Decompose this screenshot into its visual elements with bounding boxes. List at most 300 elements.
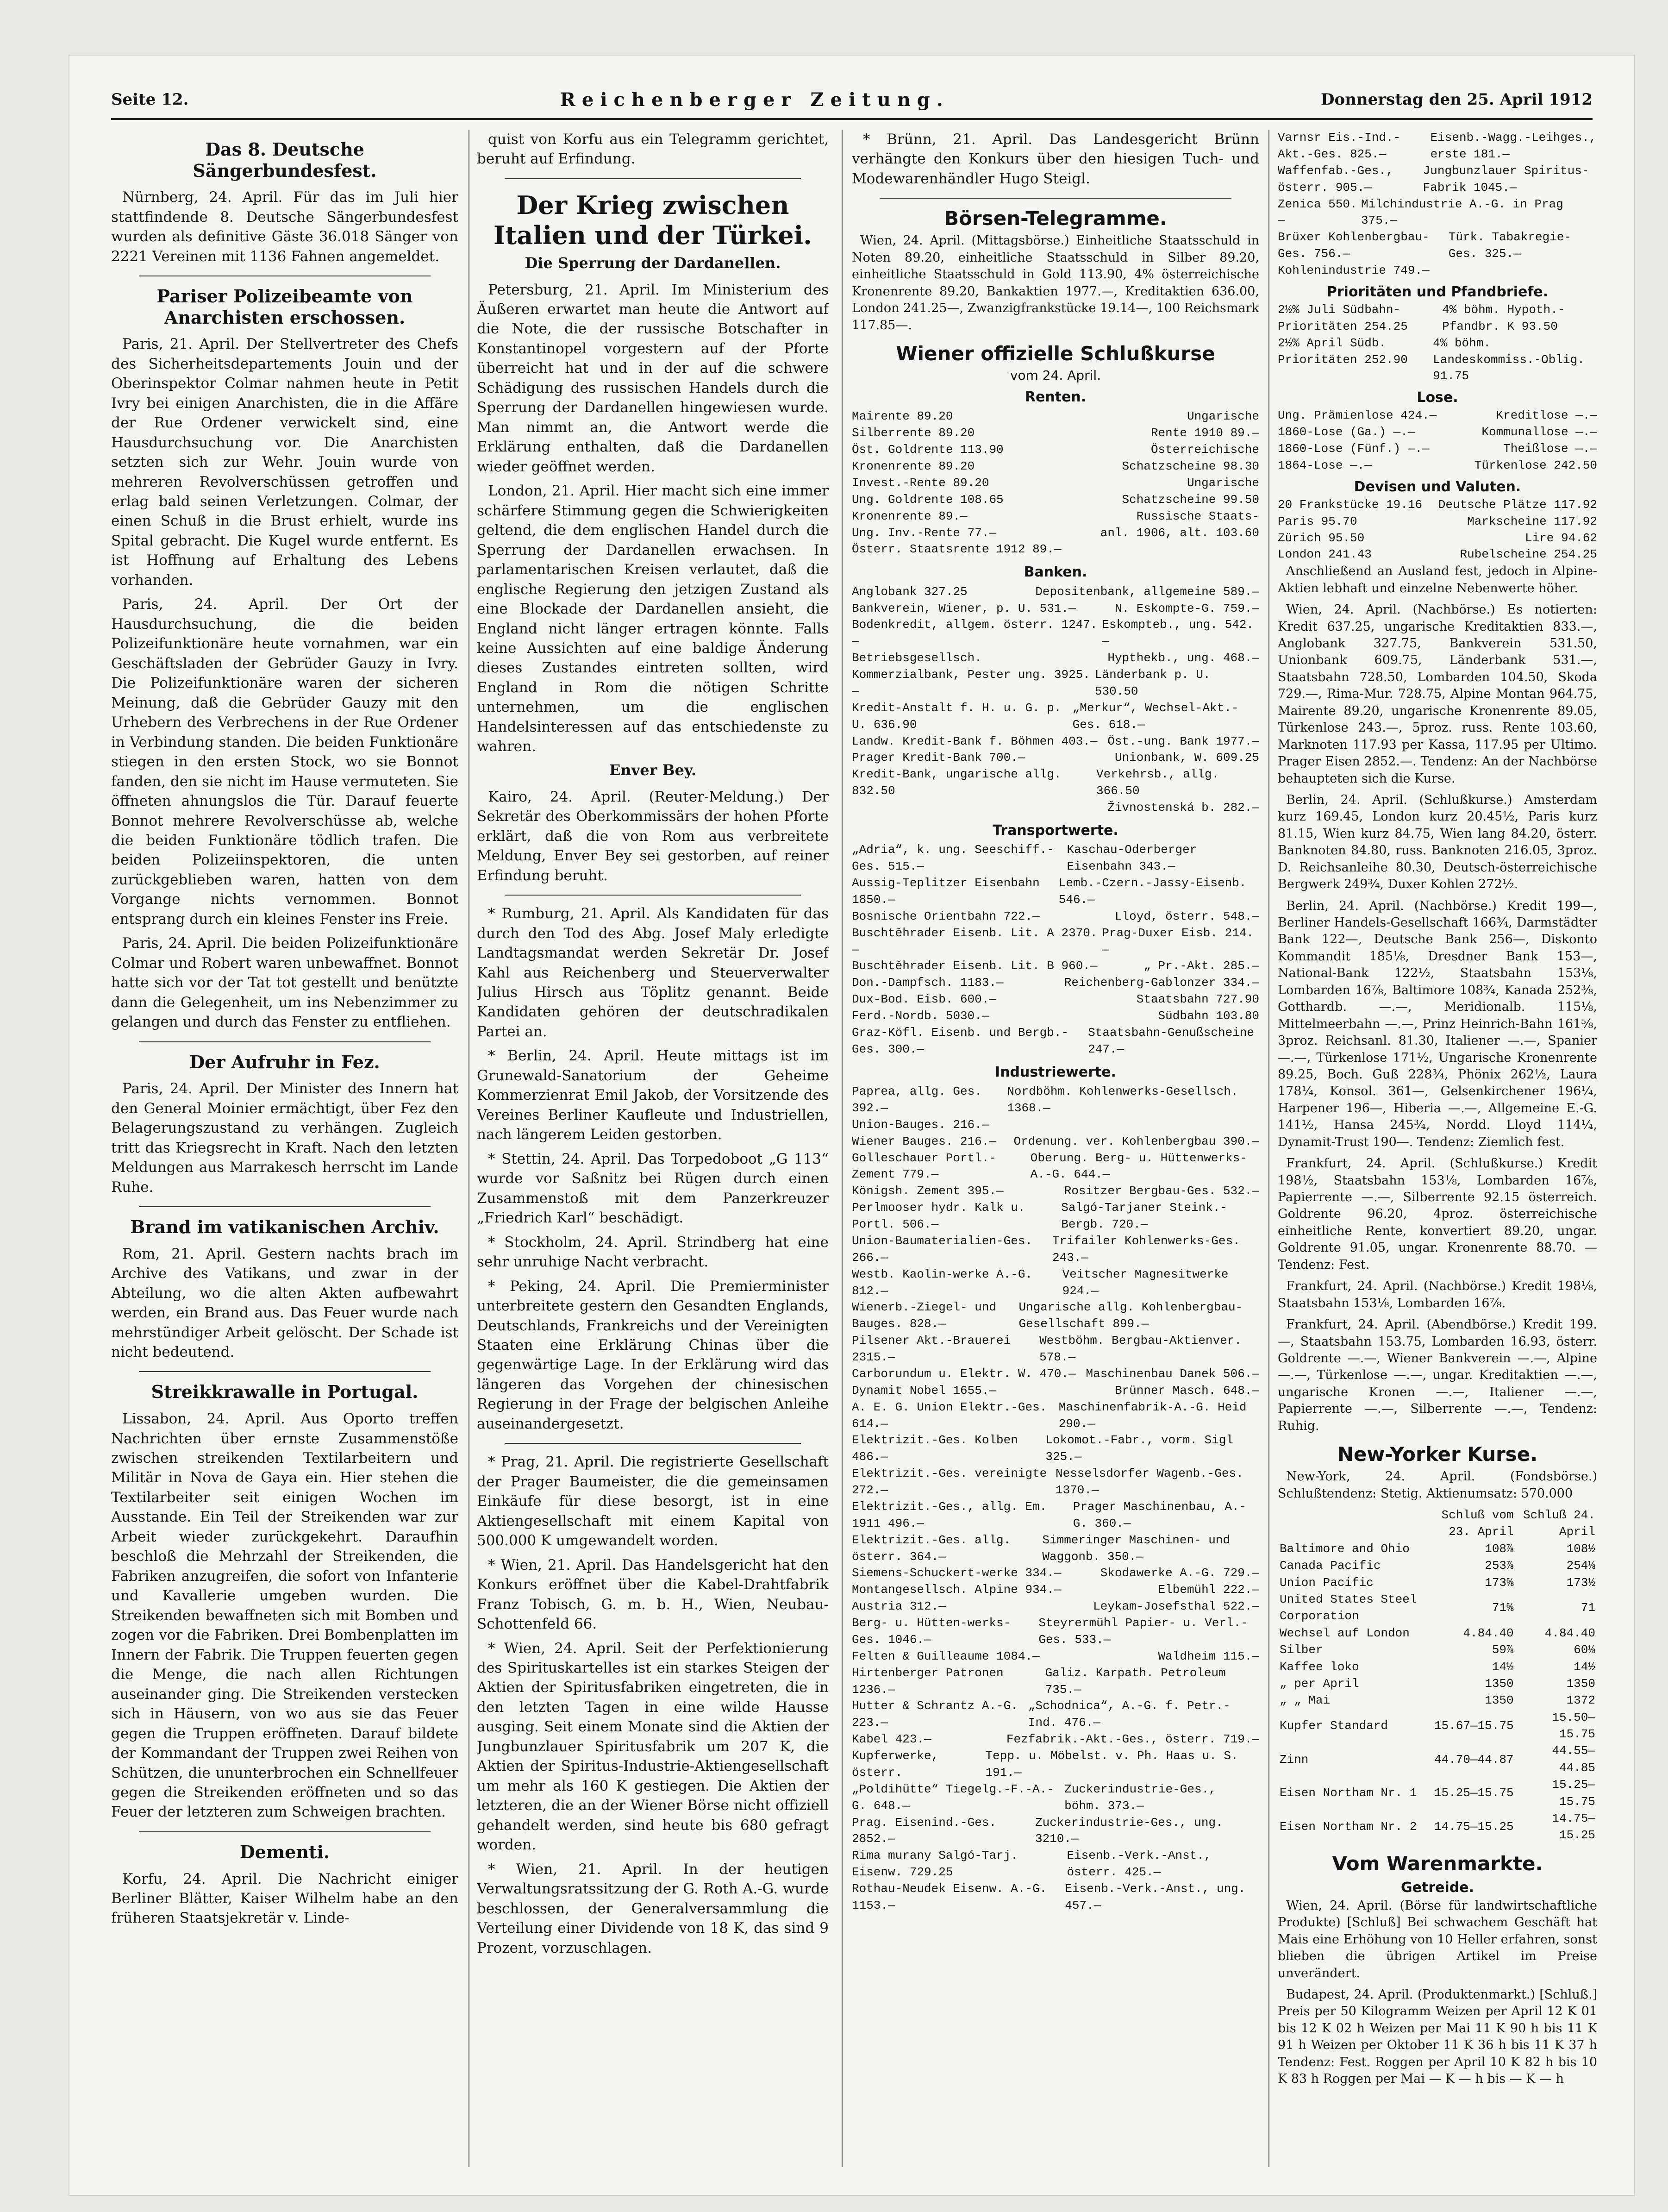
table-cell: 1372 <box>1566 1693 1595 1708</box>
stock-listing <box>852 388 1259 1914</box>
stock-left <box>852 525 996 542</box>
stock-price: 700.— <box>989 751 1025 765</box>
article-paragraph: Paris, 24. April. Die beiden Polizeifunktionäre Colmar und Robert waren unbewaffnet. Bonnot hatte sich vor der Tat tot gestellt und benützte dann die Gelegenheit, um ins Nebenzimmer zu gelangen und durch das Fenster zu entfliehen. <box>111 935 458 1031</box>
article-paragraph: Rom, 21. April. Gestern nachts brach im Archive des Vatikans, und zwar in der Abteilung, wo die alten Akten aufbewahrt werden, ein Brand aus. Das Feuer wurde nach mehrstündiger Arbeit gelöscht. Der Schade ist nicht bedeutend. <box>111 1245 458 1360</box>
table-cell: 4.84.40 <box>1463 1626 1514 1640</box>
stock-left <box>852 650 982 667</box>
stock-name: „Merkur“, Wechsel-Akt.-Ges. <box>1072 701 1239 732</box>
stock-left <box>852 617 1102 650</box>
stock-right <box>1449 229 1597 263</box>
stock-price: 609.25 <box>1216 751 1259 765</box>
stock-left <box>852 1383 996 1399</box>
stock-name: Öst.-ung. Bank <box>1107 734 1216 748</box>
article-paragraph: Frankfurt, 24. April. (Schlußkurse.) Kredit 198½, Staatsbahn 153⅛, Lombarden 16⅞, Papierrente —.—, Silberrente 92.15 österreich. Goldrente 96.20, 4proz. österreichische einheitliche Rente, konvertiert 89.20, ungar. Goldrente 91.05, ungar. Kronenrente 88.70. — Tendenz: Fest. <box>1278 1156 1597 1272</box>
table-cell: 71 <box>1581 1601 1595 1615</box>
article-paragraph: London, 21. April. Hier macht sich eine immer schärfere Stimmung gegen die Schwierigkeiten geltend, die dem englischen Handel durch die Sperrung der Dardanellen erwachsen. In parlamentarischen Kreisen verlautet, daß die englische Regierung den jetzigen Zustand als eine Blockade der Dardanellen ansieht, die England nicht länger ertragen könnte. Falls keine Aussichten auf eine baldige Änderung dieses Zustandes eintreten sollten, wird England in Rom die nötigen Schritte unternehmen, um die englischen Handelsinteressen auf das entschiedenste zu wahren. <box>477 483 829 755</box>
stock-name: 4% böhm. Hypoth.-Pfandbr. K <box>1442 302 1565 333</box>
stock-left <box>852 1366 1076 1383</box>
table-cell: 44.55—44.85 <box>1552 1744 1595 1775</box>
stock-price: 1850.— <box>852 892 895 907</box>
stock-row <box>852 508 1259 525</box>
article-paragraph: Paris, 24. April. Der Ort der Hausdurchsuchung, die die beiden Polizeifunktionäre heute vornahmen, war ein Geschäftsladen der Gebrüder Gauzy in Ivry. Die Polizeifunktionäre waren der sicheren Meinung, daß die Gebrüder Gauzy mit den Urhebern des Verbrechens in der Rue Ordener in Verbindung standen. Die beiden Funktionäre stiegen in den ersten Stock, wo sie Bonnot fanden, den sie nicht im Hause vermuteten. Sie öffneten ahnungslos die Tür. Darauf feuerte Bonnot mehrere Revolverschüsse ab, welche die beiden Funktionäre tödlich trafen. Die beiden Polizeiinspektoren, die unten zurückgeblieben waren, hatten von dem Vorgange nichts vernommen. Bonnot entsprang durch ein kleines Fenster ins Freie. <box>111 596 458 927</box>
stock-name: Elektrizit.-Ges. vereinigte <box>852 1466 1047 1481</box>
stock-left <box>852 408 953 425</box>
stock-left <box>852 425 975 442</box>
stock-row <box>852 1881 1259 1914</box>
stock-name: Westböhm. Bergbau-Aktienver. <box>1039 1334 1242 1348</box>
stock-name: A. E. G. Union Elektr.-Ges. <box>852 1400 1047 1414</box>
stock-right <box>1064 1781 1259 1815</box>
article-paragraph: Berlin, 24. April. (Nachbörse.) Kredit 199—, Berliner Handels-Gesellschaft 166¾, Darmstädter Bank 122—, Deutsche Bank 256—, Diskonto Kommandit 185⅛, Dresdner Bank 153—, National-Bank 122½, Staatsbahn 153⅛, Lombarden 16⅞, Baltimore 108¾, Kanada 252⅜, Gotthardb. —.—, Meridionalb. 115⅛, Mittelmeerbahn —.—, Prinz Heinrich-Bahn 161⅝, 3proz. Reichsanl. 81.30, Italiener —.—, Spanier —.—, Türkenlose 171½, Ungarische Kronenrente 89.25, Boch. Guß 228¾, Phönix 262½, Laura 178¼, Konsol. 361—, Gelsenkirchener 196¼, Harpener 196—, Hiberia —.—, Allgemeine E.-G. 141½, Hansa 245¾, Nordd. Lloyd 114¼, Dynamit-Trust 190—. Tendenz: Ziemlich fest. <box>1278 898 1597 1149</box>
stock-name: Hirtenberger Patronen <box>852 1666 1004 1680</box>
stock-price: 325.— <box>1045 1450 1082 1464</box>
article-paragraph: * Stettin, 24. April. Das Torpedoboot „G 113“ wurde vor Saßnitz bei Rügen durch einen Zusammenstoß mit dem Panzerkreuzer „Friedrich Karl“ beschädigt. <box>477 1150 829 1227</box>
column-rule <box>842 130 843 2167</box>
stock-name: Lloyd, österr. <box>1114 909 1223 923</box>
stock-price: 423.— <box>895 1732 931 1747</box>
stock-name: Kommerzialbank, Pester ung. <box>852 668 1054 682</box>
stock-left <box>1278 514 1357 530</box>
stock-right <box>1115 909 1259 925</box>
stock-name: Zenica <box>1278 197 1329 211</box>
stock-row <box>852 1748 1259 1781</box>
stock-price: 214.— <box>1102 926 1254 957</box>
stock-left <box>1278 407 1437 424</box>
stock-name: Prag. Eisenind.-Ges. <box>852 1815 997 1830</box>
stock-name: Kommunallose <box>1481 425 1576 439</box>
stock-right <box>1151 442 1259 458</box>
stock-right <box>1059 1399 1259 1433</box>
stock-row <box>852 925 1259 959</box>
stock-left <box>852 508 968 525</box>
stock-row <box>852 1266 1259 1300</box>
stock-price: 589.— <box>1223 584 1259 599</box>
stock-right <box>1064 975 1259 991</box>
column-rule <box>1268 130 1269 2167</box>
stock-left <box>1278 130 1431 163</box>
stock-name: Ungarische <box>1187 409 1259 424</box>
stock-name: Buschtěhrader Eisenb. Lit. B <box>852 959 1062 973</box>
stock-name: Depositenbank, allgemeine <box>1035 584 1223 599</box>
section-heading: New-Yorker Kurse. <box>1337 1443 1538 1466</box>
article-paragraph: * Berlin, 24. April. Heute mittags ist im Grunewald-Sanatorium der Geheime Kommerzienrat Emil Jakob, der Vorsitzende des Vereines Berliner Kaufleute und Industriellen, nach längerem Leiden gestorben. <box>477 1047 829 1143</box>
stock-left <box>852 991 996 1008</box>
stock-name: Aussig-Teplitzer Eisenbahn <box>852 876 1040 890</box>
section-heading: Renten. <box>1025 389 1087 406</box>
stock-row <box>852 1299 1259 1333</box>
stock-row <box>852 1815 1259 1848</box>
stock-price: 89.20 <box>917 409 953 424</box>
stock-name: Paris <box>1278 514 1321 528</box>
stock-right <box>1143 958 1259 975</box>
stock-name: Prag-Duxer Eisb. <box>1102 926 1225 940</box>
stock-row <box>852 1698 1259 1731</box>
article-paragraph: * Wien, 21. April. In der heutigen Verwaltungsratssitzung der G. Roth A.-G. wurde beschlossen, der Generalversammlung die Verteilung einer Dividende von 18 K, das sind 9 Prozent, vorzuschlagen. <box>477 1861 829 1956</box>
stock-row <box>1278 407 1597 424</box>
stock-price: 89.— <box>1032 542 1062 557</box>
stock-name: Lemb.-Czern.-Jassy-Eisenb. <box>1058 876 1247 890</box>
stock-listing <box>1278 407 1597 474</box>
stock-name: Eisenb.-Verk.-Anst., ung. <box>1065 1882 1246 1896</box>
stock-name: Schatzscheine <box>1122 492 1223 507</box>
stock-price: —.— <box>1393 425 1415 439</box>
table-row <box>1278 1692 1597 1709</box>
stock-price: 506.— <box>902 1217 939 1232</box>
stock-name: „Schodnica“, A.-G. f. Petr.-Ind. <box>1028 1699 1231 1730</box>
section-heading: Transportwerte. <box>993 822 1118 839</box>
stock-price: 1045.— <box>1473 180 1517 194</box>
stock-price: 648.— <box>873 1798 910 1813</box>
stock-right <box>1496 407 1597 424</box>
table-header-cell <box>1278 1507 1422 1541</box>
article-paragraph: Korfu, 24. April. Die Nachricht einiger Berliner Blätter, Kaiser Wilhelm habe an den früheren Staatsjekretär v. Linde- <box>111 1870 458 1927</box>
stock-price: 719.— <box>1223 1732 1259 1747</box>
stock-price: 2315.— <box>852 1350 895 1365</box>
stock-right <box>1035 584 1259 601</box>
stock-price: —.— <box>1575 408 1597 423</box>
stock-price: 905.— <box>1335 180 1372 194</box>
stock-row <box>852 733 1259 750</box>
table-cell: Eisen Northam Nr. 2 <box>1280 1820 1417 1834</box>
stock-name: 2½% April Südb. Prioritäten <box>1278 336 1387 367</box>
stock-right <box>1067 1848 1259 1881</box>
stock-price: 89.— <box>938 509 968 523</box>
table-cell: 14.75—15.25 <box>1552 1811 1595 1842</box>
headline: Der Krieg zwischen Italien und der Türkei. <box>494 190 812 250</box>
stock-name: Buschtěhrader Eisenb. Lit. A <box>852 926 1062 940</box>
stock-row <box>852 541 1259 558</box>
subheadline: Die Sperrung der Dardanellen. <box>525 254 781 272</box>
stock-right <box>1158 1648 1259 1665</box>
stock-name: 2½% Juli Südbahn-Prioritäten <box>1278 302 1401 333</box>
headline: Der Aufruhr in Fez. <box>189 1051 380 1072</box>
stock-price: 522.— <box>1223 1599 1259 1614</box>
stock-name: Union-Bauges. <box>852 1117 953 1132</box>
stock-price: 360.— <box>1094 1516 1131 1530</box>
article-paragraph: Wien, 24. April. (Nachbörse.) Es notierten: Kredit 637.25, ungarische Kreditaktien 833.—, Anglobank 327.75, Bankverein 531.50, Unionbank 609.75, Länderbank 531.—, Staatsbahn 728.50, Lombarden 104.50, Skoda 729.—, Rima-Mur. 728.75, Alpine Montan 964.75, Mairente 89.20, ungarische Kronenrente 89.05, Türkenlose 243.—, 5proz. russ. Rente 103.60, Marknoten 117.93 per Kassa, 117.95 per Ultimo. Prager Eisen 2852.—. Tendenz: An der Nachbörse behaupteten sich die Kurse. <box>1278 602 1597 786</box>
stock-row <box>852 975 1259 991</box>
stock-price: 373.— <box>1107 1798 1144 1813</box>
stock-right <box>1102 925 1259 959</box>
stock-name: Hypthekb., ung. <box>1107 651 1223 665</box>
stock-right <box>1045 1432 1259 1466</box>
stock-price: 77.— <box>967 526 997 540</box>
article-paragraph: Wien, 24. April. (Börse für landwirtschaftliche Produkte) [Schluß] Bei schwachem Geschäft hat Mais eine Erhöhung von 10 Heller erfahren, sonst blieben die übrigen Artikel im Preise unverändert. <box>1278 1898 1597 1980</box>
stock-right <box>1052 1233 1259 1266</box>
stock-row <box>852 1233 1259 1266</box>
stock-left <box>852 1333 1039 1366</box>
stock-name: Ferd.-Nordb. <box>852 1009 946 1023</box>
section-heading: Vom Warenmarkte. <box>1332 1852 1543 1875</box>
stock-price: 532.— <box>1223 1184 1259 1198</box>
stock-name: London <box>1278 547 1329 562</box>
stock-row <box>852 667 1259 700</box>
stock-price: 19.16 <box>1386 497 1423 512</box>
stock-right <box>1107 733 1259 750</box>
stock-name: Elektrizit.-Ges. Kolben <box>852 1433 1018 1448</box>
stock-price: 486.— <box>852 1450 888 1464</box>
stock-row <box>1278 441 1597 457</box>
subheadline: Enver Bey. <box>609 761 697 779</box>
stock-name: Lokomot.-Fabr., vorm. Sigl <box>1045 1433 1234 1448</box>
stock-row <box>852 1366 1259 1383</box>
stock-left <box>852 750 1025 766</box>
stock-row <box>1278 229 1597 263</box>
stock-name: Waffenfab.-Ges., österr. <box>1278 163 1393 194</box>
stock-price: 457.— <box>1065 1898 1101 1912</box>
stock-name: Leykam-Josefsthal <box>1093 1599 1223 1614</box>
ny-quotes-table <box>1278 1507 1597 1844</box>
article-paragraph: Lissabon, 24. April. Aus Oporto treffen Nachrichten über ernste Zusammenstöße zwischen streikenden Textilarbeitern und Militär in Nova de Gaya ein. Hier stehen die Textilarbeiter seit einigen Wochen im Ausstande. Ein Teil der Streikenden war zur Arbeit wieder zurückgekehrt. Daraufhin beschloß die Mehrzahl der Streikenden, die Fabriken anzugreifen, die sofort von Infanterie und Kavallerie umgeben wurden. Die Streikenden bewaffneten sich mit Bomben und zogen vor die Fabriken. Drei Bombenplatten im Innern der Fabrik. Die Truppen feuerten gegen die Menge, die nach allen Richtungen auseinander ging. Die Streikenden verstecken sich in Häusern, von wo aus sie das Feuer gegen die Truppen eröffneten. Darauf bildete der Kommandant der Truppen zwei Reihen von Schützen, die ununterbrochen ein Schnellfeuer gegen die Streikenden eröffneten und so das Feuer der letzteren zum Schweigen brachten. <box>111 1410 458 1821</box>
stock-right <box>1100 1565 1259 1582</box>
stock-left <box>852 1084 1007 1117</box>
table-row <box>1278 1557 1597 1574</box>
stock-right <box>1064 1183 1259 1200</box>
stock-row <box>1278 530 1597 547</box>
stock-right <box>1038 1615 1259 1648</box>
stock-price: 95.50 <box>1328 531 1365 545</box>
divider <box>505 178 801 179</box>
table-cell: 108½ <box>1566 1542 1595 1556</box>
stock-price: 1370.— <box>1056 1483 1099 1498</box>
stock-left <box>852 1233 1052 1266</box>
stock-price: 729.25 <box>909 1865 953 1880</box>
stock-name: Kronenrente <box>852 509 939 523</box>
stock-price: 94.62 <box>1561 531 1597 545</box>
stock-right <box>1088 1025 1259 1058</box>
stock-name: Zuckerindustrie-Ges., ung. <box>1035 1815 1223 1830</box>
table-cell: 15.25—15.75 <box>1434 1786 1514 1800</box>
stock-name: Nordböhm. Kohlenwerks-Gesellsch. <box>1007 1084 1238 1099</box>
table-row <box>1278 1776 1597 1810</box>
stock-row <box>1278 335 1597 385</box>
stock-name: Eskompteb., ung. <box>1102 618 1225 632</box>
stock-row <box>852 766 1259 800</box>
stock-name: Montangesellsch. Alpine <box>852 1583 1025 1597</box>
stock-price: 247.— <box>1088 1042 1124 1056</box>
stock-name: Elektrizit.-Ges., allg. Em. 1911 <box>852 1499 1047 1530</box>
stock-name: Länderbank p. U. <box>1094 668 1211 682</box>
stock-name: Zürich <box>1278 531 1329 545</box>
column-4 <box>1278 130 1597 2167</box>
stock-row <box>852 1848 1259 1881</box>
stock-name: Invest.-Rente <box>852 476 953 490</box>
stock-price: 548.— <box>1223 909 1259 923</box>
stock-left <box>1278 163 1423 196</box>
stock-right <box>1361 196 1597 230</box>
stock-name: Kredit-Bank, ungarische allg. <box>852 767 1062 782</box>
stock-left <box>852 1466 1056 1499</box>
stock-right <box>1035 1815 1259 1848</box>
stock-left <box>852 1183 1004 1200</box>
stock-name: Österr. Staatsrente 1912 <box>852 542 1033 557</box>
stock-name: Maschinenfabrik-A.-G. Heid <box>1058 1400 1247 1414</box>
stock-name: „Adria“, k. ung. Seeschiff.-Ges. <box>852 843 1054 874</box>
divider <box>505 1443 801 1444</box>
table-row <box>1278 1709 1597 1743</box>
stock-row <box>852 909 1259 925</box>
table-row <box>1278 1810 1597 1844</box>
stock-left <box>852 1117 989 1134</box>
stock-left <box>852 700 1073 733</box>
stock-right <box>1151 425 1259 442</box>
stock-left <box>852 1731 931 1748</box>
stock-name: Veitscher Magnesitwerke <box>1062 1267 1229 1281</box>
stock-name: Ungarische <box>1187 476 1259 490</box>
stock-row <box>852 842 1259 875</box>
stock-name: Oberung. Berg- u. Hüttenwerks-A.-G. <box>1030 1151 1247 1182</box>
stock-listing <box>1278 130 1597 279</box>
stock-price: 749.— <box>1393 263 1430 277</box>
stock-left <box>1278 497 1422 514</box>
stock-price: 1977.— <box>1216 734 1259 748</box>
article-paragraph: Paris, 24. April. Der Minister des Innern hat den General Moinier ermächtigt, über Fez den Belagerungszustand zu verhängen. Zugleich tritt das Kriegsrecht in Kraft. Nach den letzten Meldungen aus Marrakesch herrscht im Lande Ruhe. <box>111 1080 458 1196</box>
stock-row <box>852 1499 1259 1532</box>
stock-name: Unionbank, W. <box>1114 751 1216 765</box>
stock-price: 216.— <box>953 1117 989 1132</box>
stock-right <box>1115 1383 1259 1399</box>
stock-price: 424.— <box>1400 408 1437 423</box>
stock-price: 254.25 <box>1554 547 1597 562</box>
stock-price: 779.— <box>902 1167 939 1182</box>
table-cell: 108⅞ <box>1485 1542 1514 1556</box>
stock-left <box>1278 457 1372 474</box>
stock-name: Kaschau-Oderberger Eisenbahn <box>1067 843 1197 874</box>
stock-price: 550.— <box>1278 197 1357 228</box>
stock-price: 735.— <box>1045 1682 1081 1697</box>
stock-left <box>852 667 1095 700</box>
stock-right <box>1525 530 1597 547</box>
stock-right <box>1014 1134 1260 1150</box>
stock-price: 1368.— <box>1007 1101 1050 1115</box>
stock-name: Ungarische allg. Kohlenbergbau-Gesellschaft <box>1018 1300 1243 1331</box>
stock-left <box>852 475 989 492</box>
stock-name: Russische Staats- <box>1136 509 1259 523</box>
table-header-cell: Schluß vom 23. April <box>1441 1508 1514 1539</box>
stock-left <box>852 1698 1028 1731</box>
stock-price: 542.— <box>1102 618 1254 649</box>
article-paragraph: New-York, 24. April. (Fondsbörse.) Schlußtendenz: Stetig. Aktienumsatz: 570.000 <box>1278 1469 1597 1501</box>
table-cell: 1350 <box>1485 1693 1514 1708</box>
stock-left <box>852 1499 1073 1532</box>
stock-row <box>852 1150 1259 1184</box>
stock-left <box>852 1815 1035 1848</box>
stock-price: 89.20 <box>953 476 989 490</box>
stock-row <box>852 1183 1259 1200</box>
stock-price: 648.— <box>1223 1383 1259 1397</box>
stock-name: Graz-Köfl. Eisenb. und Bergb.-Ges. <box>852 1025 1069 1056</box>
stock-price: 425.— <box>1124 1865 1161 1880</box>
table-cell: Kaffee loko <box>1280 1660 1359 1674</box>
table-row <box>1278 1642 1597 1658</box>
stock-row <box>852 1615 1259 1648</box>
stock-name: Union-Baumaterialien-Ges. <box>852 1234 1033 1248</box>
stock-price: 756.— <box>1314 247 1350 261</box>
stock-price: 300.— <box>888 1042 925 1056</box>
stock-name: Fezfabrik.-Akt.-Ges., österr. <box>1006 1732 1223 1747</box>
stock-price: —.— <box>1575 442 1597 456</box>
stock-row <box>1278 497 1597 514</box>
stock-price: 89.— <box>1230 426 1259 440</box>
stock-price: 334.— <box>1223 976 1259 990</box>
stock-left <box>852 1665 1045 1698</box>
stock-price: 108.65 <box>960 492 1004 507</box>
table-cell: 1350 <box>1566 1676 1595 1691</box>
stock-name: Hutter & Schrantz A.-G. <box>852 1699 1018 1713</box>
stock-row <box>1278 130 1597 163</box>
article-paragraph: Frankfurt, 24. April. (Nachbörse.) Kredit 198⅛, Staatsbahn 153⅛, Lombarden 16⅞. <box>1278 1279 1597 1310</box>
stock-name: Reichenberg-Gablonzer <box>1064 976 1223 990</box>
table-cell: Kupfer Standard <box>1280 1718 1388 1733</box>
issue-date: Donnerstag den 25. April 1912 <box>1321 90 1593 109</box>
headline: Pariser Polizeibeamte von Anarchisten erschossen. <box>156 286 413 328</box>
stock-price: 89.20 <box>938 426 975 440</box>
stock-name: Elektrizit.-Ges. allg. österr. <box>852 1533 1011 1564</box>
stock-row <box>852 1648 1259 1665</box>
stock-name: Elbemühl <box>1158 1583 1223 1597</box>
stock-name: Golleschauer Portl.-Zement <box>852 1151 997 1182</box>
stock-right <box>1107 650 1259 667</box>
stock-name: anl. 1906, alt. <box>1100 526 1216 540</box>
newspaper-page <box>69 56 1634 2195</box>
section-heading: Börsen-Telegramme. <box>944 207 1167 230</box>
section-heading: Industriewerte. <box>995 1064 1116 1080</box>
stock-right <box>1093 1598 1259 1615</box>
article-paragraph: * Brünn, 21. April. Das Landesgericht Brünn verhängte den Konkurs über den hiesigen Tuch- und Modewarenhändler Hugo Steigl. <box>852 131 1259 187</box>
stock-name: 20 Frankstücke <box>1278 497 1387 512</box>
stock-price: 364.— <box>909 1549 946 1564</box>
stock-price: 759.— <box>1223 601 1259 615</box>
stock-name: Kredit-Anstalt f. H. u. G. p. U. <box>852 701 1062 732</box>
table-cell: 60⅛ <box>1574 1643 1595 1657</box>
section-heading: Prioritäten und Pfandbriefe. <box>1326 283 1549 300</box>
stock-left <box>852 1432 1045 1466</box>
stock-price: 216.— <box>960 1134 997 1148</box>
stock-left <box>852 1648 1040 1665</box>
stock-price: 89.20 <box>938 459 975 474</box>
table-cell: 1350 <box>1485 1676 1514 1691</box>
stock-row <box>852 1025 1259 1058</box>
table-cell: 173⅝ <box>1485 1575 1514 1590</box>
stock-left <box>852 1150 1031 1184</box>
stock-name: Lire <box>1524 531 1561 545</box>
stock-row <box>852 1781 1259 1815</box>
stock-row <box>852 958 1259 975</box>
stock-row <box>852 650 1259 667</box>
stock-listing <box>1278 497 1597 564</box>
stock-name: Berg- u. Hütten-werks-Ges. <box>852 1616 1011 1647</box>
stock-price: 899.— <box>1112 1317 1149 1331</box>
stock-row <box>1278 302 1597 335</box>
stock-right <box>1137 508 1259 525</box>
stock-left <box>1278 302 1442 335</box>
table-cell: Canada Pacific <box>1280 1559 1381 1573</box>
table-cell: 14½ <box>1492 1660 1514 1674</box>
stock-price: 266.— <box>852 1250 888 1265</box>
stock-name: Prager Maschinenbau, A.-G. <box>1073 1499 1247 1530</box>
stock-left <box>852 766 1096 800</box>
stock-name: Wiener Bauges. <box>852 1134 961 1148</box>
stock-price: 578.— <box>1039 1350 1076 1365</box>
stock-price: 614.— <box>852 1416 888 1431</box>
stock-name: Bodenkredit, allgem. österr. <box>852 618 1062 632</box>
stock-right <box>986 1748 1259 1781</box>
stock-price: 103.60 <box>1216 526 1259 540</box>
stock-right <box>1122 458 1259 475</box>
stock-price: —.— <box>1575 425 1597 439</box>
stock-name: Brüxer Kohlenbergbau-Ges. <box>1278 230 1430 261</box>
headline: Brand im vatikanischen Archiv. <box>130 1216 439 1238</box>
